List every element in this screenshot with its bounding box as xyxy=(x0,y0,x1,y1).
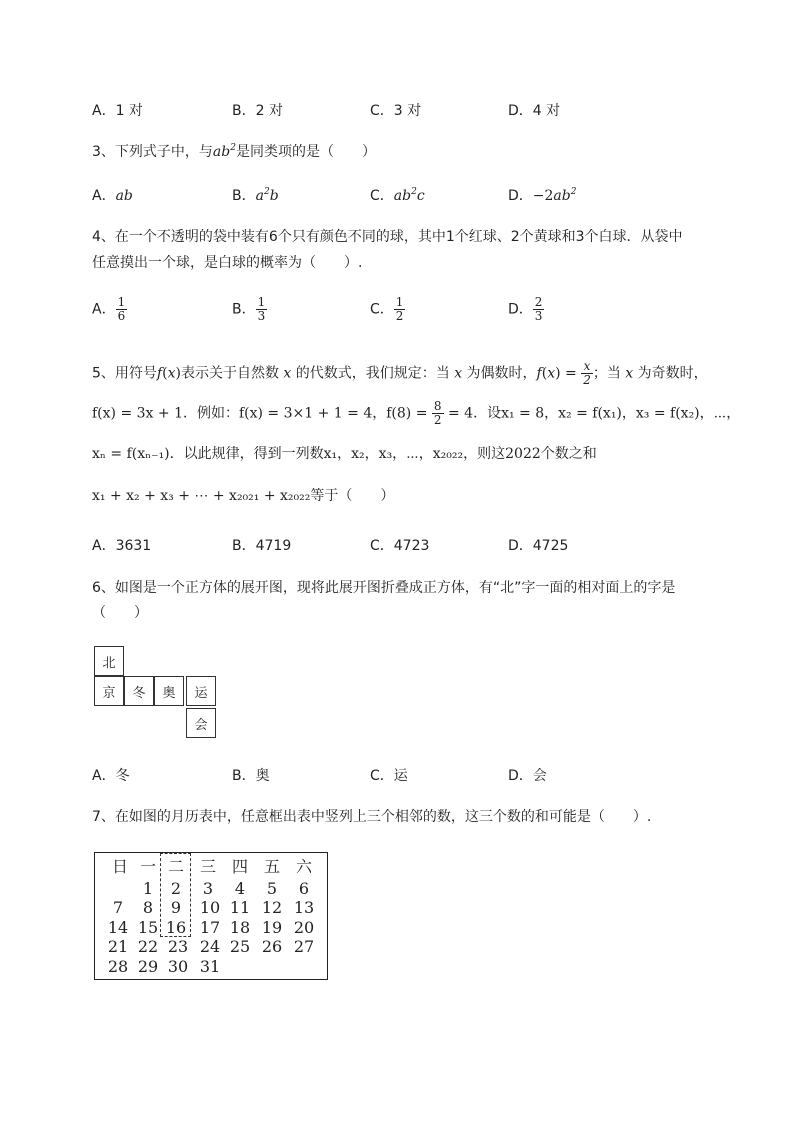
calendar-cell: 20 xyxy=(293,918,315,937)
calendar-cell: 29 xyxy=(137,957,159,976)
calendar-cell: 15 xyxy=(137,918,159,937)
calendar-cell: 27 xyxy=(293,937,315,956)
q2-option-a: A．1 对 xyxy=(92,103,143,119)
q3-option-c: C．$ab^2c$ xyxy=(370,187,425,204)
calendar-cell: 14 xyxy=(107,918,129,937)
q6-option-c: C．运 xyxy=(370,768,408,784)
calendar-cell: 11 xyxy=(229,898,251,917)
calendar-cell: 8 xyxy=(142,898,154,917)
calendar-cell: 28 xyxy=(107,957,129,976)
q4-option-a: A． $\frac{1}{6}$ xyxy=(92,295,126,323)
calendar-cell: 22 xyxy=(137,937,159,956)
q3-option-a: A．ab xyxy=(92,188,133,204)
q5-stem-line2: f(x) = 3x + 1．例如：f(x) = 3×1 + 1 = 4，f(8) = $\frac{8}{2}$ = 4．设x₁ = 8，x₂ = f(x₁)，x₃ = f(x₂)，⋯， xyxy=(92,399,741,427)
q2-option-d: D．4 对 xyxy=(508,103,561,119)
q4-option-b: B． $\frac{1}{3}$ xyxy=(232,295,266,323)
q6-option-b: B．奥 xyxy=(232,768,270,784)
q4-stem-line2: 任意摸出一个球，是白球的概率为（ ）. xyxy=(92,255,363,271)
calendar-cell: 23 xyxy=(167,937,189,956)
q5-option-d: D．4725 xyxy=(508,538,569,554)
calendar-cell: 13 xyxy=(293,898,315,917)
calendar-cell: 12 xyxy=(261,898,283,917)
q5-stem-line3: xₙ = f(xₙ₋₁)．以此规律，得到一列数x₁，x₂，x₃，⋯，x₂₀₂₂，则这2022个数之和 xyxy=(92,446,597,462)
q5-option-c: C．4723 xyxy=(370,538,430,554)
q2-option-c: C．3 对 xyxy=(370,103,422,119)
weekday-mon: 一 xyxy=(139,857,156,876)
q2-option-b: B．2 对 xyxy=(232,103,283,119)
calendar-cell: 10 xyxy=(199,898,221,917)
calendar-cell: 24 xyxy=(199,937,221,956)
q3-option-d: D．$-2ab^2$ xyxy=(508,187,577,204)
net-face-1: 京 xyxy=(94,676,124,706)
calendar-cell: 17 xyxy=(199,918,221,937)
weekday-sat: 六 xyxy=(295,857,312,876)
q6-option-d: D．会 xyxy=(508,768,547,784)
calendar-cell: 3 xyxy=(202,879,214,898)
q4-option-d: D． $\frac{2}{3}$ xyxy=(508,295,543,323)
calendar-cell: 26 xyxy=(261,937,283,956)
calendar-cell: 19 xyxy=(261,918,283,937)
weekday-wed: 三 xyxy=(199,857,216,876)
q4-option-c: C． $\frac{1}{2}$ xyxy=(370,295,404,323)
net-face-4: 运 xyxy=(186,676,216,706)
calendar-cell: 4 xyxy=(234,879,246,898)
calendar-cell: 5 xyxy=(266,879,278,898)
calendar-cell: 30 xyxy=(167,957,189,976)
calendar-table xyxy=(94,852,328,980)
q5-option-a: A．3631 xyxy=(92,538,152,554)
q3-option-b: B．$a^2b$ xyxy=(232,187,279,204)
q7-stem: 7、在如图的月历表中，任意框出表中竖列上三个相邻的数，这三个数的和可能是（ ）. xyxy=(92,809,652,825)
calendar-cell: 25 xyxy=(229,937,251,956)
calendar-cell: 6 xyxy=(298,879,310,898)
q6-stem-line1: 6、如图是一个正方体的展开图，现将此展开图折叠成正方体，有“北”字一面的相对面上的字是 xyxy=(92,580,676,596)
calendar-cell: 7 xyxy=(112,898,124,917)
net-face-bottom: 会 xyxy=(186,708,216,738)
net-face-top: 北 xyxy=(94,646,124,676)
q6-option-a: A．冬 xyxy=(92,768,130,784)
q6-stem-line2: （ ） xyxy=(92,605,148,621)
calendar-cell: 16 xyxy=(165,918,187,937)
calendar-cell: 18 xyxy=(229,918,251,937)
calendar-cell: 2 xyxy=(170,879,182,898)
calendar-cell: 21 xyxy=(107,937,129,956)
weekday-tue: 二 xyxy=(167,857,184,876)
calendar-cell: 9 xyxy=(170,898,182,917)
calendar-cell: 1 xyxy=(142,879,154,898)
q5-stem-line1: 5、用符号f(x)表示关于自然数 x 的代数式，我们规定：当 x 为偶数时，f(x) = $\frac{x}{2}$ ；当 x 为奇数时， xyxy=(92,359,708,387)
weekday-sun: 日 xyxy=(111,857,128,876)
weekday-thu: 四 xyxy=(231,857,248,876)
calendar-cell: 31 xyxy=(199,957,221,976)
q3-stem: 3、下列式子中，与$ab^2$是同类项的是（ ） xyxy=(92,143,376,160)
q4-stem-line1: 4、在一个不透明的袋中装有6个只有颜色不同的球，其中1个红球、2个黄球和3个白球．从袋中 xyxy=(92,229,683,245)
net-face-3: 奥 xyxy=(154,676,184,706)
net-face-2: 冬 xyxy=(124,676,154,706)
weekday-fri: 五 xyxy=(263,857,280,876)
q5-option-b: B．4719 xyxy=(232,538,292,554)
q5-stem-line4: x₁ + x₂ + x₃ + ⋯ + x₂₀₂₁ + x₂₀₂₂等于（ ） xyxy=(92,488,395,504)
